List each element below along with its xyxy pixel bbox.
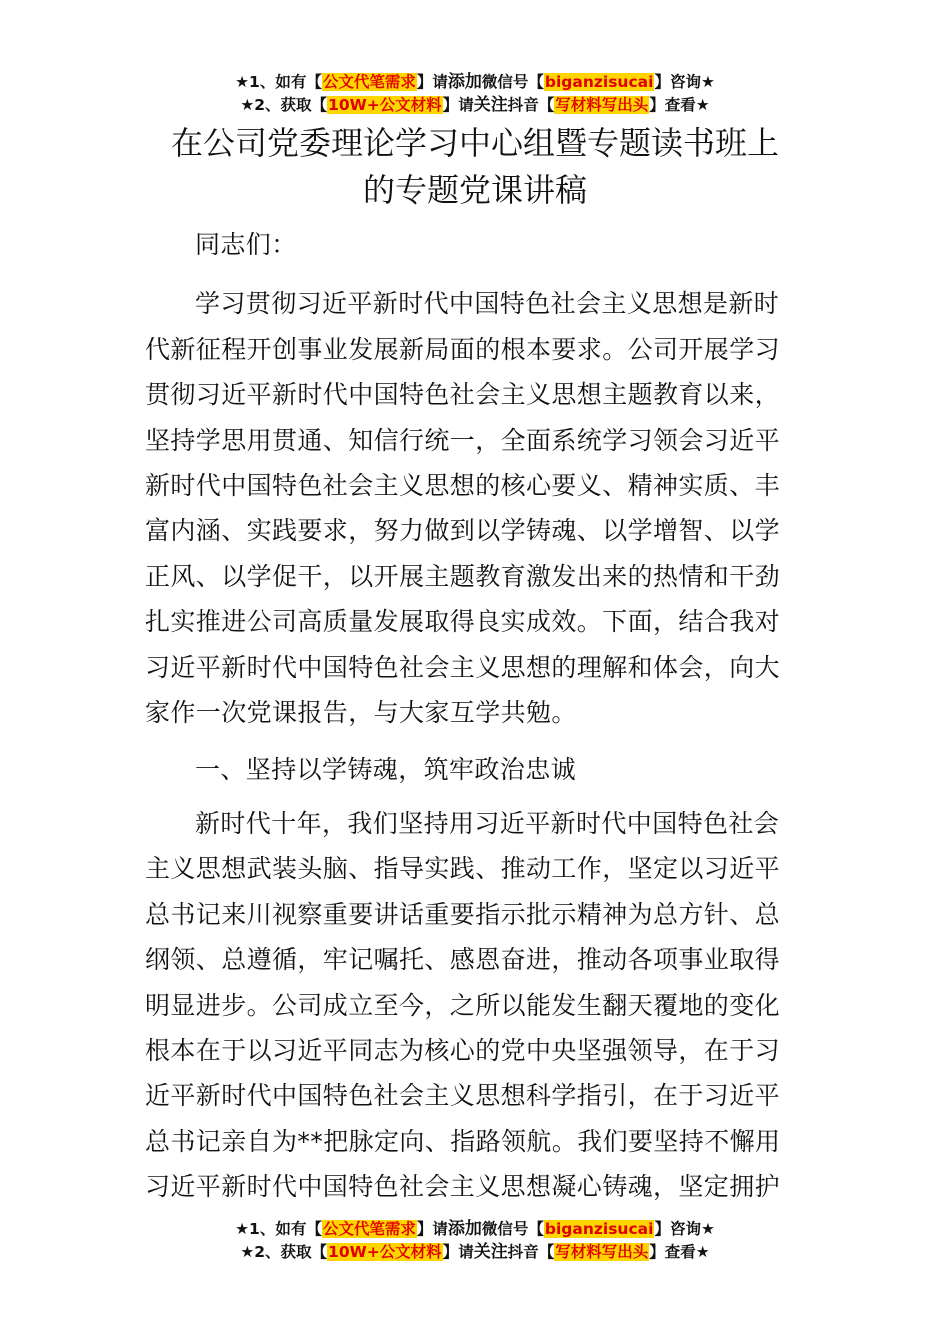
document-body [145, 222, 807, 1210]
banner-text: 】请 [416, 73, 448, 91]
paragraph-line: 正风、以学促干，以开展主题教育激发出来的热情和干劲 [145, 561, 781, 591]
paragraph-line: 根本在于以习近平同志为核心的党中央坚强领导，在于习 [145, 1035, 781, 1065]
banner-emphasis: 添加 [447, 1219, 482, 1239]
banner-text: 微信号【 [481, 1220, 544, 1238]
paragraph-line: 新时代十年，我们坚持用习近平新时代中国特色社会 [195, 808, 780, 838]
highlight-service: 公文代笔需求 [322, 1220, 416, 1238]
banner-text: 】咨询★ [654, 73, 715, 91]
banner-text: 微信号【 [481, 73, 544, 91]
paragraph-line: 贯彻习近平新时代中国特色社会主义思想主题教育以来， [145, 380, 781, 410]
highlight-douyin-account: 写材料写出头 [555, 1243, 649, 1261]
title-line-1: 在公司党委理论学习中心组暨专题读书班上 [170, 124, 779, 162]
paragraph-line: 新时代中国特色社会主义思想的核心要义、精神实质、丰 [145, 471, 781, 501]
greeting: 同志们： [195, 230, 297, 259]
paragraph-line: 学习贯彻习近平新时代中国特色社会主义思想是新时 [195, 289, 780, 319]
banner-emphasis: 添加 [447, 72, 482, 92]
paragraph-line: 家作一次党课报告，与大家互学共勉。 [145, 698, 577, 728]
highlight-materials: 10W+公文材料 [328, 96, 442, 114]
paragraph-line: 明显进步。公司成立至今，之所以能发生翻天覆地的变化 [145, 990, 781, 1020]
paragraph-line: 坚持学思用贯通、知信行统一，全面系统学习领会习近平 [145, 425, 781, 455]
banner-text: 】请 [416, 1220, 448, 1238]
paragraph-line: 代新征程开创事业发展新局面的根本要求。公司开展学习 [145, 334, 781, 364]
banner-text: 抖音【 [507, 96, 555, 114]
paragraph-line: 主义思想武装头脑、指导实践、推动工作，坚定以习近平 [145, 854, 781, 884]
paragraph-line: 习近平新时代中国特色社会主义思想的理解和体会，向大 [145, 652, 781, 682]
banner-text: 】查看★ [649, 1243, 710, 1261]
document-title [0, 120, 950, 214]
banner-text: 抖音【 [507, 1243, 555, 1261]
paragraph-line: 纲领、总遵循，牢记嘱托、感恩奋进，推动各项事业取得 [145, 945, 781, 975]
bottom-banner [0, 1218, 950, 1264]
highlight-wechat-id: biganzisucai [544, 73, 654, 91]
banner-line-1 [0, 1218, 950, 1241]
title-line-2: 的专题党课讲稿 [362, 171, 587, 209]
banner-line-2 [0, 94, 950, 117]
paragraph-line: 近平新时代中国特色社会主义思想科学指引，在于习近平 [145, 1081, 781, 1111]
banner-emphasis: 关注 [473, 1242, 508, 1262]
banner-line-1 [0, 71, 950, 94]
highlight-materials: 10W+公文材料 [328, 1243, 442, 1261]
highlight-wechat-id: biganzisucai [544, 1220, 654, 1238]
paragraph-line: 扎实推进公司高质量发展取得良实成效。下面，结合我对 [145, 607, 781, 637]
paragraph-line: 富内涵、实践要求，努力做到以学铸魂、以学增智、以学 [145, 516, 781, 546]
highlight-service: 公文代笔需求 [322, 73, 416, 91]
banner-text: 】请 [442, 1243, 474, 1261]
paragraph-line: 总书记来川视察重要讲话重要指示批示精神为总方针、总 [145, 899, 781, 929]
banner-text: ★1、如有【 [235, 1220, 322, 1238]
top-banner [0, 71, 950, 117]
banner-text: ★2、获取【 [240, 96, 328, 114]
banner-text: 】咨询★ [654, 1220, 715, 1238]
banner-text: 】请 [442, 96, 474, 114]
banner-text: ★2、获取【 [240, 1243, 328, 1261]
paragraph-section-1 [145, 793, 807, 1210]
paragraph-line: 总书记亲自为**把脉定向、指路领航。我们要坚持不懈用 [145, 1126, 781, 1156]
highlight-douyin-account: 写材料写出头 [555, 96, 649, 114]
section-heading: 一、坚持以学铸魂，筑牢政治忠诚 [195, 755, 577, 785]
paragraph-line: 习近平新时代中国特色社会主义思想凝心铸魂，坚定拥护 [145, 1172, 781, 1202]
banner-text: ★1、如有【 [235, 73, 322, 91]
banner-line-2 [0, 1241, 950, 1264]
paragraph-intro [145, 274, 807, 735]
banner-emphasis: 关注 [473, 95, 508, 115]
banner-text: 】查看★ [649, 96, 710, 114]
